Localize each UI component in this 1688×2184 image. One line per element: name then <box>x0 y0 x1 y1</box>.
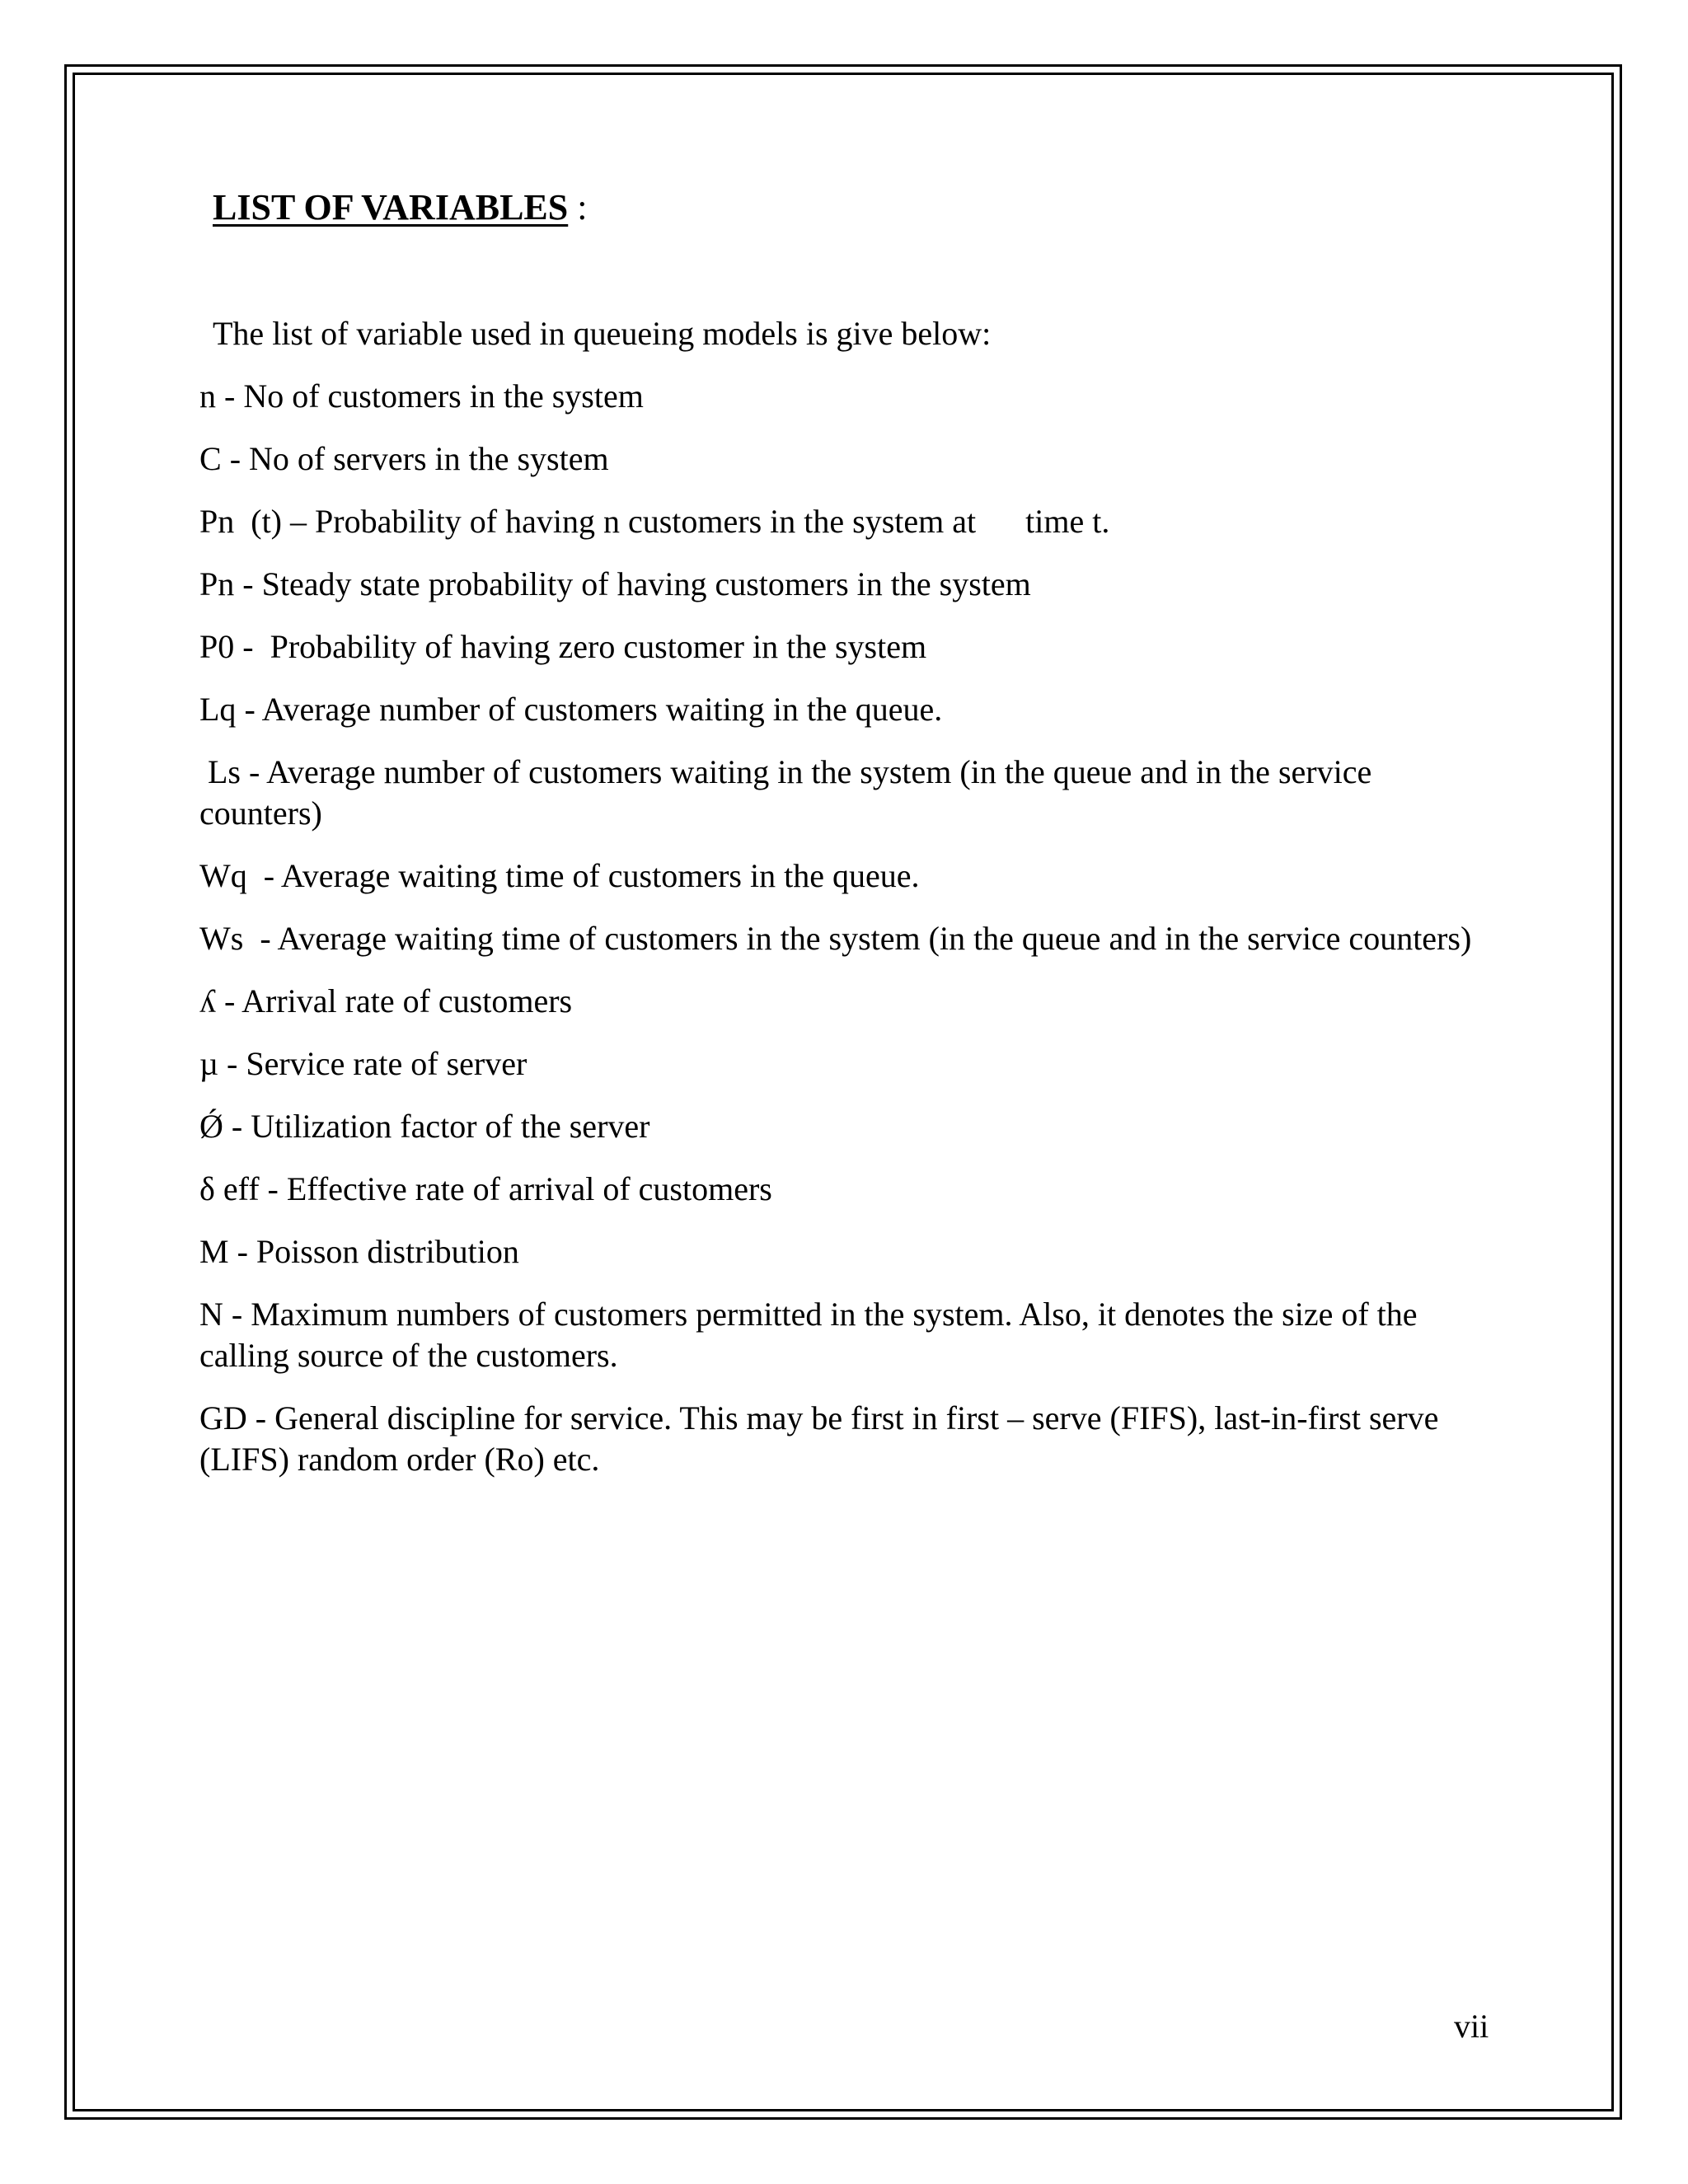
variable-description: No of servers in the system <box>249 440 609 477</box>
variable-item <box>199 501 1485 542</box>
variable-symbol: Lq <box>199 691 237 728</box>
variable-symbol: µ <box>199 1045 219 1082</box>
variable-description: Service rate of server <box>246 1045 528 1082</box>
variable-separator: - <box>259 1170 287 1207</box>
variable-separator: - <box>218 1045 246 1082</box>
variable-description: Steady state probability of having customers in the system <box>261 565 1031 602</box>
variable-separator: - <box>223 1108 251 1145</box>
variable-symbol: Ls <box>199 753 241 790</box>
variable-item <box>199 1398 1485 1480</box>
variable-description: Average number of customers waiting in the system (in the queue and in the service counters) <box>199 753 1372 832</box>
variable-description: Arrival rate of customers <box>241 982 573 1019</box>
variable-description: Poisson distribution <box>256 1233 519 1270</box>
variable-item <box>199 438 1485 480</box>
variable-description: No of customers in the system <box>243 377 644 415</box>
variable-separator: - <box>236 691 262 728</box>
variable-separator: - <box>243 920 278 957</box>
variable-symbol: N <box>199 1296 223 1333</box>
variable-item <box>199 1169 1485 1210</box>
variable-description: Effective rate of arrival of customers <box>286 1170 772 1207</box>
page-title-colon: : <box>568 187 588 227</box>
variable-description: Average waiting time of customers in the system (in the queue and in the service counters) <box>277 920 1472 957</box>
variable-description: Average waiting time of customers in the queue. <box>280 857 920 894</box>
variable-item <box>199 689 1485 730</box>
variable-description: Maximum numbers of customers permitted in the system. Also, it denotes the size of the calling source of the customers. <box>199 1296 1418 1374</box>
variable-symbol: Wq <box>199 857 247 894</box>
variable-symbol: Ws <box>199 920 244 957</box>
variable-list <box>199 376 1485 1502</box>
variable-symbol: Pn <box>199 503 235 540</box>
variable-item <box>199 376 1485 417</box>
variable-separator: - <box>234 628 270 665</box>
variable-item <box>199 981 1485 1022</box>
variable-item <box>199 855 1485 897</box>
variable-item <box>199 626 1485 668</box>
variable-symbol: P0 <box>199 628 235 665</box>
variable-symbol: C <box>199 440 222 477</box>
variable-description: Probability of having zero customer in the system <box>270 628 927 665</box>
variable-symbol: n <box>199 377 216 415</box>
variable-item <box>199 1294 1485 1376</box>
variable-symbol: ʎ <box>199 982 216 1019</box>
variable-separator: - <box>216 377 244 415</box>
variable-description: Utilization factor of the server <box>251 1108 650 1145</box>
variable-item <box>199 752 1485 834</box>
variable-separator: - <box>216 982 242 1019</box>
variable-description: General discipline for service. This may be first in first – serve (FIFS), last-in-first serve (LIFS) random order (Ro) etc. <box>199 1399 1439 1478</box>
variable-item <box>199 1043 1485 1085</box>
variable-item <box>199 1231 1485 1272</box>
variable-item <box>199 1106 1485 1147</box>
variable-symbol: GD <box>199 1399 247 1436</box>
variable-description: (t) – Probability of having n customers in the system at time t. <box>251 503 1110 540</box>
variable-separator: - <box>228 1233 256 1270</box>
intro-text: The list of variable used in queueing models is give below: <box>213 315 992 352</box>
variable-symbol: δ eff <box>199 1170 260 1207</box>
variable-separator: - <box>241 753 267 790</box>
variable-symbol: Pn <box>199 565 235 602</box>
variable-symbol: Ǿ <box>199 1108 223 1145</box>
variable-separator <box>234 503 251 540</box>
variable-separator: - <box>234 565 262 602</box>
variable-description: Average number of customers waiting in the queue. <box>261 691 943 728</box>
variable-separator: - <box>223 1296 251 1333</box>
variable-separator: - <box>246 1399 275 1436</box>
variable-item <box>199 918 1485 959</box>
page-title <box>213 186 587 228</box>
page-number: vii <box>1454 2008 1489 2045</box>
variable-symbol: M <box>199 1233 229 1270</box>
variable-item <box>199 564 1485 605</box>
variable-separator: - <box>221 440 250 477</box>
page-title-text: LIST OF VARIABLES <box>213 187 569 227</box>
variable-separator: - <box>246 857 281 894</box>
